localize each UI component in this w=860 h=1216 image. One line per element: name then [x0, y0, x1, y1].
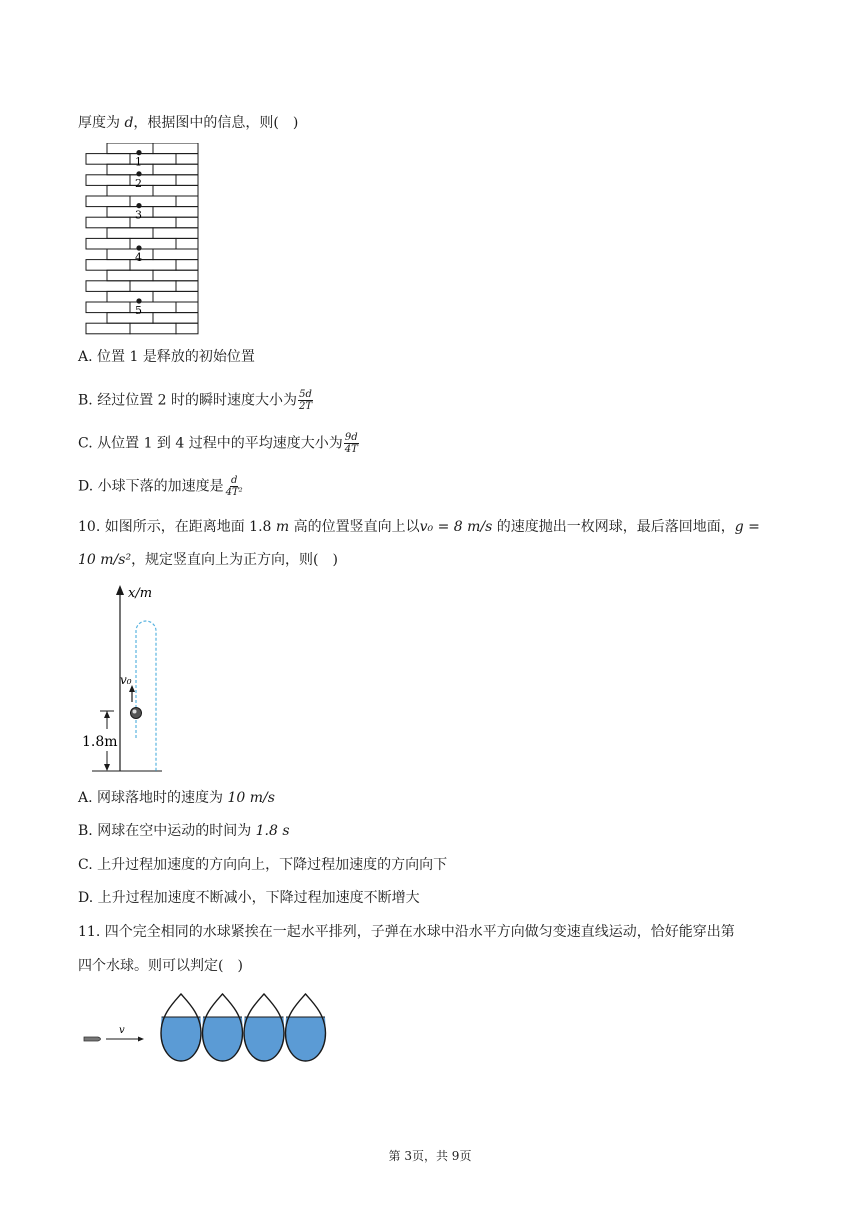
g-value: 10 m/s² — [78, 552, 132, 568]
option-b-text: B. 经过位置 2 时的瞬时速度大小为 — [78, 392, 297, 409]
fraction-denominator: 4T — [344, 444, 358, 455]
brick — [176, 154, 198, 165]
q10-text: 10. 如图所示，在距离地面 1.8 — [78, 519, 276, 535]
brick — [153, 291, 198, 302]
brick — [176, 302, 198, 313]
option-b-text: B. 网球在空中运动的时间为 — [78, 823, 256, 839]
brick — [107, 291, 153, 302]
page-footer: 第 3页，共 9页 — [388, 1149, 472, 1163]
position-label: 2 — [135, 176, 142, 190]
option-d-text: D. 小球下落的加速度是 — [78, 478, 224, 495]
position-label: 1 — [135, 155, 142, 169]
option-c — [78, 432, 360, 455]
brick — [176, 238, 198, 249]
brick — [107, 207, 153, 218]
question-intro — [78, 113, 298, 133]
brick — [153, 270, 198, 281]
position-label: 4 — [135, 251, 142, 264]
brick — [176, 196, 198, 207]
water-fill — [203, 1017, 243, 1061]
brick — [107, 185, 153, 196]
option-a: A. 位置 1 是释放的初始位置 — [78, 349, 255, 365]
height-label: 1.8m — [82, 734, 118, 750]
option-a-text: A. 网球落地时的速度为 — [78, 790, 228, 806]
brick — [176, 260, 198, 271]
option-d-fraction — [225, 475, 244, 498]
trajectory-path — [136, 621, 156, 771]
q10-text: 的速度抛出一枚网球，最后落回地面， — [492, 519, 735, 535]
brick — [107, 143, 153, 154]
position-label: 5 — [135, 304, 142, 317]
brick — [153, 185, 198, 196]
brick — [153, 164, 198, 175]
height-arrowhead-up-icon — [104, 711, 110, 718]
brick — [153, 313, 198, 324]
intro-tail: ，根据图中的信息，则( ) — [133, 115, 299, 131]
q10-option-c: C. 上升过程加速度的方向向上，下降过程加速度的方向向下 — [78, 857, 448, 873]
brick — [130, 281, 176, 292]
brick — [107, 249, 153, 260]
velocity-arrowhead-icon — [138, 1037, 144, 1042]
option-c-fraction — [344, 432, 359, 455]
g-expression: g = — [734, 519, 760, 535]
option-b-value: 1.8 s — [255, 823, 290, 839]
q11-stem-line1: 11. 四个完全相同的水球紧挨在一起水平排列，子弹在水球中沿水平方向做匀变速直线运动，恰好能穿出第 — [78, 924, 735, 940]
q10-stem-line1 — [78, 517, 760, 537]
brick — [86, 281, 130, 292]
position-label: 3 — [135, 208, 142, 222]
brick — [86, 260, 130, 271]
ball-position-dot — [136, 171, 141, 176]
water-fill — [161, 1017, 201, 1061]
option-a-value: 10 m/s — [227, 790, 275, 806]
fraction-numerator: 9d — [344, 432, 358, 443]
brick — [86, 323, 130, 334]
option-b — [78, 389, 314, 412]
brick — [107, 313, 153, 324]
brick-wall-figure — [84, 143, 204, 337]
ball-position-dot — [136, 245, 141, 250]
fraction-numerator: d — [230, 475, 238, 486]
brick — [86, 196, 130, 207]
brick — [86, 302, 130, 313]
q11-stem-line2: 四个水球。则可以判定( ) — [78, 958, 243, 974]
axis-label: x/m — [128, 586, 153, 601]
q10-option-b — [78, 821, 290, 841]
option-b-fraction — [298, 389, 313, 412]
brick — [130, 323, 176, 334]
axis-arrow-icon — [116, 585, 124, 595]
v-label: v — [119, 1025, 125, 1036]
fraction-numerator: 5d — [299, 389, 312, 400]
option-c-text: C. 从位置 1 到 4 过程中的平均速度大小为 — [78, 435, 343, 452]
brick — [107, 270, 153, 281]
intro-variable: d — [124, 115, 134, 131]
brick — [153, 207, 198, 218]
unit-m: m — [275, 519, 290, 535]
brick — [176, 281, 198, 292]
water-balls-figure — [80, 991, 340, 1066]
q10-text: 高的位置竖直向上以 — [289, 519, 420, 535]
tennis-ball-icon — [131, 708, 142, 719]
v0-label: v₀ — [120, 673, 132, 687]
option-d — [78, 475, 245, 498]
q10-text: ，规定竖直向上为正方向，则( ) — [131, 552, 338, 568]
brick — [153, 249, 198, 260]
brick — [176, 323, 198, 334]
brick — [86, 217, 130, 228]
brick — [86, 238, 130, 249]
brick — [153, 228, 198, 239]
tennis-throw-figure — [78, 583, 188, 777]
ball-position-dot — [136, 203, 141, 208]
brick — [86, 154, 130, 165]
brick — [107, 164, 153, 175]
brick — [107, 228, 153, 239]
brick — [176, 175, 198, 186]
brick — [153, 143, 198, 154]
v0-expression: v₀ = 8 m/s — [419, 519, 493, 535]
brick — [86, 175, 130, 186]
fraction-denominator: 4T² — [225, 487, 243, 498]
ball-position-dot — [136, 298, 141, 303]
q10-option-d: D. 上升过程加速度不断减小，下降过程加速度不断增大 — [78, 890, 420, 906]
water-fill — [244, 1017, 284, 1061]
height-arrowhead-down-icon — [104, 764, 110, 771]
brick — [176, 217, 198, 228]
ball-position-dot — [136, 150, 141, 155]
q10-stem-line2 — [78, 550, 338, 570]
water-fill — [286, 1017, 326, 1061]
q10-option-a — [78, 788, 275, 808]
ball-highlight — [133, 710, 137, 714]
fraction-denominator: 2T — [299, 401, 313, 412]
intro-text: 厚度为 — [78, 115, 125, 131]
bullet-icon — [84, 1037, 101, 1041]
